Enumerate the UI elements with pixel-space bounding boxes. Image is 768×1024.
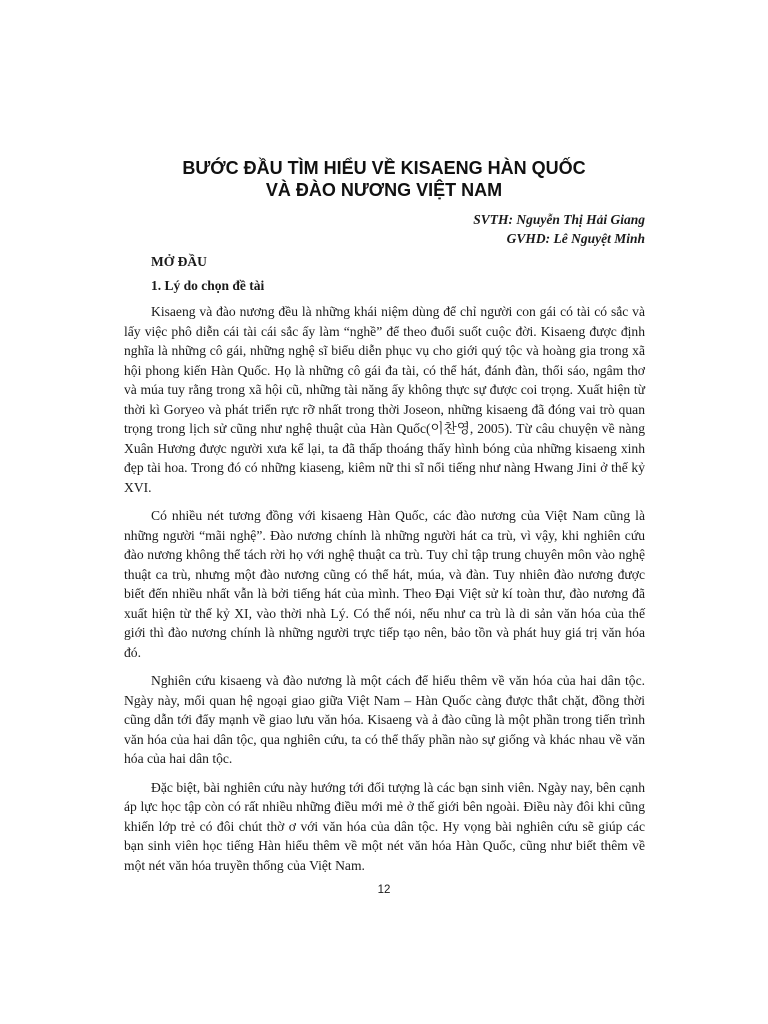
page-number: 12 <box>377 884 391 896</box>
paragraph: Nghiên cứu kisaeng và đào nương là một cách để hiểu thêm về văn hóa của hai dân tộc. Ngày này, mối quan hệ ngoại giao giữa Việt Nam – Hàn Quốc càng được thắt chặt, đồng thời cũng dẫn tới đẩy mạnh về giao lưu văn hóa. Kisaeng và ả đào cũng là một phần trong tiến trình văn hóa của hai dân tộc, qua nghiên cứu, ta có thể thấy phần nào sự giống và khác nhau về văn hóa của hai dân tộc. <box>124 673 645 766</box>
student-author: SVTH: Nguyễn Thị Hải Giang <box>473 212 645 227</box>
title-line-2: VÀ ĐÀO NƯƠNG VIỆT NAM <box>265 180 503 200</box>
paragraph: Có nhiều nét tương đồng với kisaeng Hàn Quốc, các đào nương của Việt Nam cũng là những người “mãi nghệ”. Đào nương chính là những người hát ca trù, vì vậy, khi nghiên cứu đào nương không thể tách rời họ với nghệ thuật ca trù. Tuy chỉ tập trung chuyên môn vào nghệ thuật ca trù, nhưng một đào nương cũng có thể hát, múa, và đàn. Tuy nhiên đào nương được biết đến nhiều nhất vẫn là bởi tiếng hát của mình. Theo Đại Việt sử kí toàn thư, đào nương đã xuất hiện từ thế kỷ XI, vào thời nhà Lý. Có thể nói, nếu như ca trù là di sản văn hóa của thế giới thì đào nương chính là những người trực tiếp tạo nên, bảo tồn và phát huy giá trị văn hóa đó. <box>124 508 645 660</box>
paragraph: Kisaeng và đào nương đều là những khái niệm dùng để chỉ người con gái có tài có sắc và lấy việc phô diễn cái tài cái sắc ấy làm “nghề” để theo đuổi suốt cuộc đời. Kisaeng được định nghĩa là những cô gái, những nghệ sĩ biểu diễn phục vụ cho giới quý tộc và hoàng gia trong xã hội phong kiến Hàn Quốc. Họ là những cô gái đa tài, có thể hát, đánh đàn, thổi sáo, ngâm thơ và múa tuy rằng trong xã hội cũ, những tài năng ấy không thực sự được coi trọng. Xuất hiện từ thời kì Goryeo và phát triển rực rỡ nhất trong thời Joseon, những kisaeng đã đóng vai trò quan trọng trong lịch sử cũng như nghệ thuật của Hàn Quốc(이찬영, 2005). Từ câu chuyện về nàng Xuân Hương được người xưa kể lại, ta đã thấp thoáng thấy hình bóng của những kisaeng xinh đẹp tài hoa. Trong đó có những kiaseng, kiêm nữ thi sĩ nổi tiếng như nàng Hwang Jini ở thế kỷ XVI. <box>124 304 645 495</box>
section-heading: MỞ ĐẦU <box>151 254 207 269</box>
body-text <box>124 302 645 884</box>
author-block <box>473 211 645 248</box>
title-line-1: BƯỚC ĐẦU TÌM HIỂU VỀ KISAENG HÀN QUỐC <box>182 158 586 178</box>
supervisor-author: GVHD: Lê Nguyệt Minh <box>506 230 645 246</box>
subsection-heading: 1. Lý do chọn đề tài <box>151 278 265 293</box>
paragraph: Đặc biệt, bài nghiên cứu này hướng tới đối tượng là các bạn sinh viên. Ngày nay, bên cạnh áp lực học tập còn có rất nhiều những điều mới mẻ ở thế giới bên ngoài. Điều này đôi khi cũng khiến lớp trẻ có đôi chút thờ ơ với văn hóa của dân tộc. Hy vọng bài nghiên cứu sẽ giúp các bạn sinh viên học tiếng Hàn hiểu thêm về một nét văn hóa Hàn Quốc, cũng như biết thêm về một nét văn hóa truyền thống của Việt Nam. <box>124 779 645 873</box>
paper-title <box>110 157 658 201</box>
